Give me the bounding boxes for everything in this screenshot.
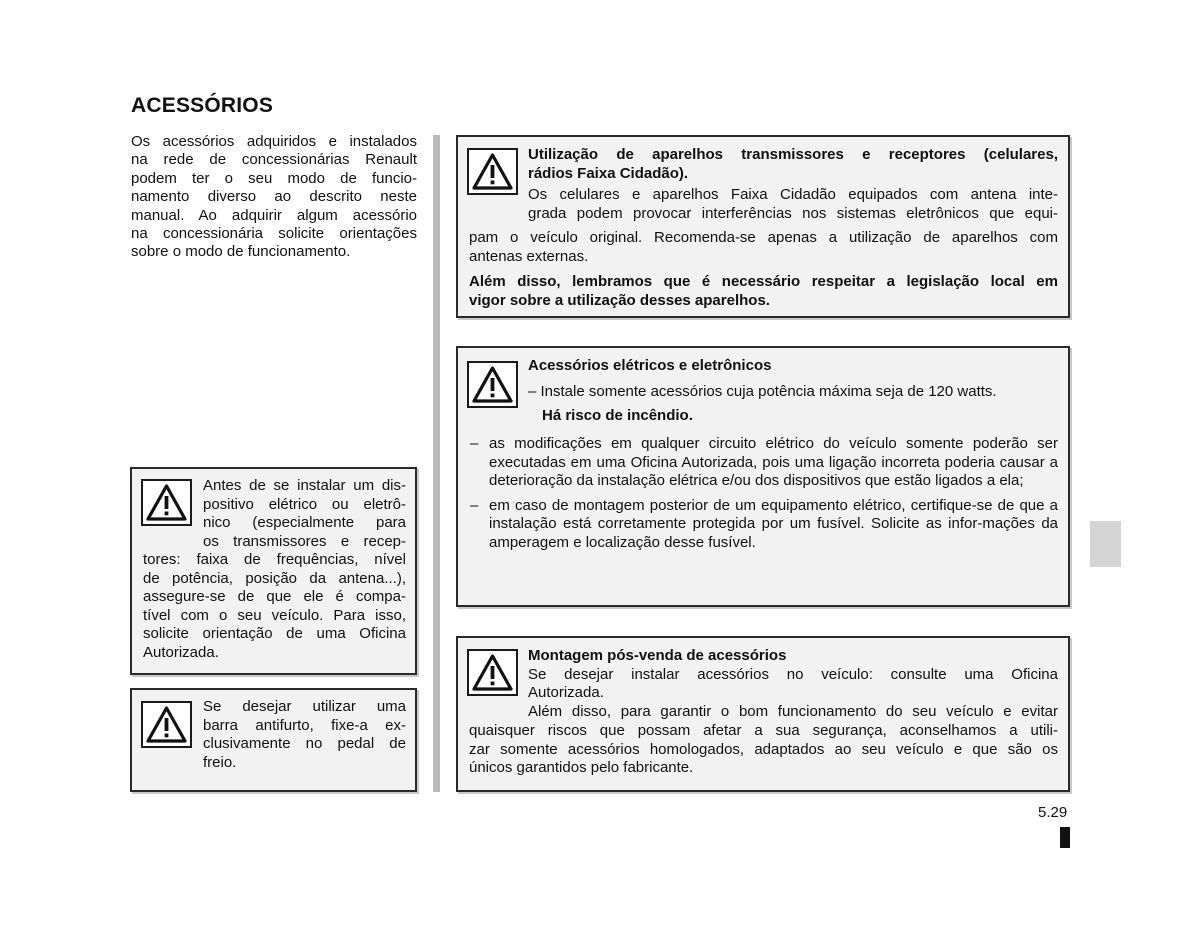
box-text-line: Os celulares e aparelhos Faixa Cidadão equipados com antena inte- bbox=[528, 186, 1058, 204]
warning-text-line: positivo elétrico ou eletrô- bbox=[203, 495, 406, 513]
box-text-line: Se desejar instalar acessórios no veículo: consulte uma Oficina bbox=[528, 665, 1058, 683]
page-title: ACESSÓRIOS bbox=[131, 94, 274, 117]
warning-text-line: barra antifurto, fixe-a ex- bbox=[203, 716, 406, 734]
list-item: – as modificações em qualquer circuito elétrico do veículo somente poderão ser executadas em uma Oficina Autorizada, pois uma ligação incorreta poderia causar a deterioração da instalação elétrica e/ou dos dispositivos que estão ligados a ela; bbox=[458, 435, 1058, 491]
warning-box-transmitters bbox=[456, 135, 1070, 318]
box-bold-line: vigor sobre a utilização desses aparelhos. bbox=[469, 291, 770, 309]
box-heading: Montagem pós-venda de acessórios bbox=[528, 647, 787, 664]
warning-triangle-icon bbox=[141, 701, 192, 748]
warning-box-aftersale bbox=[456, 636, 1070, 792]
box-text-line: grada podem provocar interferências nos sistemas eletrônicos que equi- bbox=[528, 204, 1058, 222]
intro-line: na concessionária solicite orientações bbox=[131, 225, 417, 243]
warning-text-line: de potência, posição da antena...), bbox=[143, 569, 406, 587]
warning-text-line: solicite orientação de uma Oficina bbox=[143, 625, 406, 643]
box-text-line: – Instale somente acessórios cuja potência máxima seja de 120 watts. bbox=[528, 382, 997, 400]
intro-line: podem ter o seu modo de funcio- bbox=[131, 169, 417, 187]
warning-box-antitheft bbox=[130, 688, 417, 792]
warning-text-line: tores: faixa de frequências, nível bbox=[143, 551, 406, 568]
intro-line: namento diverso ao descrito neste bbox=[131, 188, 417, 206]
box-bold-line: Além disso, lembramos que é necessário respeitar a legislação local em bbox=[469, 273, 1058, 291]
box-text-line: zar somente acessórios homologados, adaptados ao seu veículo e que são os bbox=[469, 740, 1058, 758]
warning-text-line: tível com o seu veículo. Para isso, bbox=[143, 606, 406, 624]
warning-text-line: Antes de se instalar um dis- bbox=[203, 477, 406, 494]
box-text-line: Autorizada. bbox=[528, 684, 604, 702]
warning-text-line: Autorizada. bbox=[143, 643, 219, 661]
warning-text-line: clusivamente no pedal de bbox=[203, 735, 406, 753]
warning-triangle-icon bbox=[467, 361, 518, 408]
box-text-line: pam o veículo original. Recomenda-se apenas a utilização de aparelhos com bbox=[469, 229, 1058, 246]
warning-text-line: os transmissores e recep- bbox=[203, 532, 406, 550]
intro-line: sobre o modo de funcionamento. bbox=[131, 243, 351, 261]
intro-line: manual. Ao adquirir algum acessório bbox=[131, 206, 417, 224]
box-text-line: Além disso, para garantir o bom funcionamento do seu veículo e evitar bbox=[528, 702, 1058, 720]
warning-text-line: assegure-se de que ele é compa- bbox=[143, 588, 406, 606]
warning-triangle-icon bbox=[141, 479, 192, 526]
box-text-line: antenas externas. bbox=[469, 247, 589, 265]
column-divider bbox=[433, 135, 440, 792]
section-tab bbox=[1090, 521, 1121, 567]
box-heading: Utilização de aparelhos transmissores e receptores (celulares, bbox=[528, 146, 1058, 163]
warning-text-line: freio. bbox=[203, 753, 237, 771]
page-marker bbox=[1060, 827, 1070, 848]
list-item: – em caso de montagem posterior de um equipamento elétrico, certifique-se de que a instalação está corretamente protegida por um fusível. Solicite as infor-mações da amperagem e localização desse fusível. bbox=[458, 497, 1058, 553]
box-text-line: únicos garantidos pelo fabricante. bbox=[469, 759, 694, 777]
box-heading: rádios Faixa Cidadão). bbox=[528, 164, 689, 182]
warning-text-line: nico (especialmente para bbox=[203, 514, 406, 532]
warning-box-electrical-device bbox=[130, 467, 417, 675]
intro-line: Os acessórios adquiridos e instalados bbox=[131, 133, 417, 150]
warning-triangle-icon bbox=[467, 148, 518, 195]
box-heading: Acessórios elétricos e eletrônicos bbox=[528, 357, 772, 374]
fire-risk-label: Há risco de incêndio. bbox=[542, 407, 693, 425]
warning-triangle-icon bbox=[467, 649, 518, 696]
box-text-line: quaisquer riscos que possam afetar a sua segurança, aconselhamos a utili- bbox=[469, 722, 1058, 739]
page-number: 5.29 bbox=[1038, 804, 1068, 821]
intro-paragraph bbox=[131, 133, 417, 262]
warning-box-electrical-accessories bbox=[456, 346, 1070, 607]
intro-line: na rede de concessionárias Renault bbox=[131, 151, 417, 169]
warning-text-line: Se desejar utilizar uma bbox=[203, 698, 406, 715]
